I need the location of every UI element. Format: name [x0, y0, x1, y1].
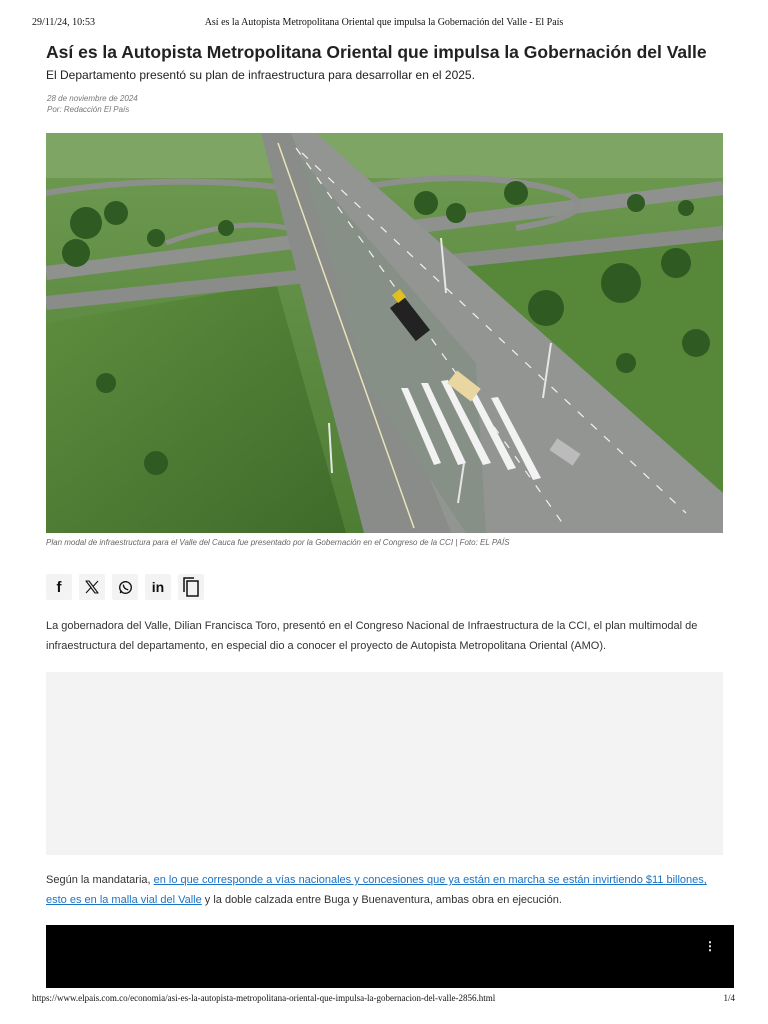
print-footer	[0, 993, 768, 1005]
facebook-icon: f	[56, 578, 62, 596]
print-url: https://www.elpais.com.co/economia/asi-es-la-autopista-metropolitana-oriental-que-impulsa-la-gobernacion-del-valle-2856.html	[32, 993, 496, 1003]
whatsapp-icon	[118, 580, 133, 595]
print-header	[0, 17, 768, 31]
copy-icon	[182, 577, 200, 597]
share-bar	[46, 574, 211, 600]
article-paragraph-1: La gobernadora del Valle, Dilian Francisca Toro, presentó en el Congreso Nacional de Infraestructura de la CCI, el plan multimodal de infraestructura del departamento, en especial dio a conocer el proyecto de Autopista Metropolitana Oriental (AMO).	[46, 620, 698, 652]
aerial-highway-photo	[46, 133, 723, 533]
x-icon	[85, 580, 99, 594]
article-paragraph-2	[46, 870, 726, 910]
image-caption: Plan modal de infraestructura para el Valle del Cauca fue presentado por la Gobernación en el Congreso de la CCI | Foto: EL PAÍS	[46, 538, 510, 547]
print-datetime: 29/11/24, 10:53	[32, 17, 95, 28]
video-player[interactable]	[46, 925, 734, 988]
article-subhead: El Departamento presentó su plan de infraestructura para desarrollar en el 2025.	[46, 68, 475, 82]
copy-link-button[interactable]	[178, 574, 204, 600]
hero-image	[46, 133, 723, 533]
print-page-title: Así es la Autopista Metropolitana Oriental que impulsa la Gobernación del Valle - El País	[204, 17, 564, 28]
article-author: Por: Redacción El País	[47, 105, 130, 114]
share-linkedin-button[interactable]	[145, 574, 171, 600]
article-headline: Así es la Autopista Metropolitana Oriental que impulsa la Gobernación del Valle	[46, 42, 707, 62]
print-page-number: 1/4	[723, 993, 735, 1003]
paragraph-2-prefix: Según la mandataria,	[46, 874, 154, 886]
paragraph-2-suffix: y la doble calzada entre Buga y Buenaventura, ambas obra en ejecución.	[201, 894, 562, 906]
article-date: 28 de noviembre de 2024	[47, 94, 138, 103]
ad-placeholder	[46, 672, 723, 855]
share-facebook-button[interactable]	[46, 574, 72, 600]
linkedin-icon: in	[151, 579, 165, 595]
paragraph-2-link[interactable]: en lo que corresponde a vías nacionales y concesiones que ya están en marcha se están invirtiendo $11 billones, esto es en la malla vial del Valle	[46, 874, 707, 906]
share-whatsapp-button[interactable]	[112, 574, 138, 600]
more-options-icon[interactable]: ⋮	[704, 939, 716, 953]
share-x-button[interactable]	[79, 574, 105, 600]
